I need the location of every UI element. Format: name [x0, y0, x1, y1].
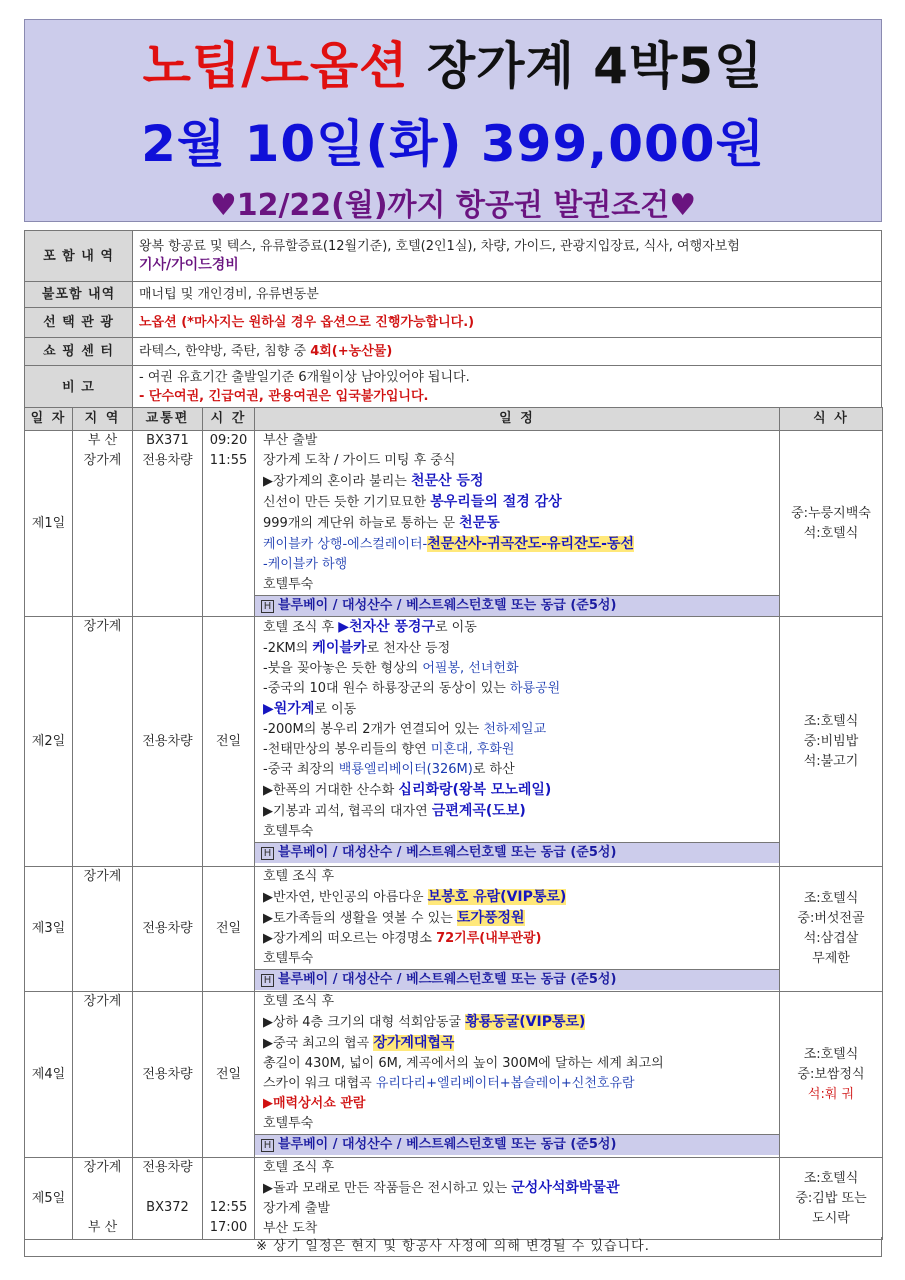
hotel-icon: H: [261, 1139, 274, 1152]
include-cell: [133, 231, 882, 282]
day-label: 제5일: [25, 1158, 73, 1240]
time-cell: 전일: [203, 617, 255, 867]
title-tour-name: 장가계 4박5일: [426, 37, 764, 95]
arrival-time: 17:00: [209, 1220, 248, 1235]
shopping-cell: [133, 338, 882, 366]
meal-dinner: 석:불고기: [803, 753, 859, 769]
schedule-line: -중국의 10대 원수 하룡장군의 동상이 있는 하룡공원: [263, 681, 561, 696]
schedule-line: ▶한폭의 거대한 산수화 십리화랑(왕복 모노레일): [263, 782, 552, 798]
itinerary-table: [24, 407, 883, 1240]
day-row-5: [25, 1158, 883, 1240]
day-label: 제4일: [25, 992, 73, 1158]
departure-time: 12:55: [209, 1200, 248, 1215]
schedule-cell: [255, 992, 780, 1158]
meal-lunch: 중:비빔밥: [803, 733, 859, 749]
flight-number: BX371: [146, 433, 189, 448]
shopping-label: 쇼 핑 센 터: [25, 338, 133, 366]
schedule-line: 호텔 조식 후: [263, 1160, 335, 1175]
meal-dinner: 석:훠 궈: [807, 1086, 855, 1102]
remark-passport-validity: - 여권 유효기간 출발일기준 6개월이상 남아있어야 됩니다.: [139, 370, 470, 385]
title-banner: [24, 19, 882, 222]
schedule-line: -천태만상의 봉우리들의 향연 미혼대, 후화원: [263, 742, 515, 757]
schedule-line: 호텔 조식 후 ▶천자산 풍경구로 이동: [263, 619, 477, 635]
schedule-line: 999개의 계단위 하늘로 통하는 문 천문동: [263, 515, 500, 531]
meal-breakfast: 조:호텔식: [803, 713, 859, 729]
transport-cell: 전용차량: [133, 992, 203, 1158]
schedule-line: 부산 도착: [263, 1221, 318, 1236]
region-origin: 부 산: [87, 433, 118, 448]
meal-cell: [780, 867, 883, 992]
include-extra: 기사/가이드경비: [139, 257, 239, 273]
region-cell: 장가계: [73, 992, 133, 1158]
day-row-2: [25, 617, 883, 867]
time-cell: [203, 1158, 255, 1240]
meal-breakfast: 조:호텔식: [803, 1170, 859, 1186]
meal-lunch: 중:김밥 또는: [795, 1190, 867, 1206]
schedule-cell: [255, 617, 780, 867]
departure-time: 09:20: [209, 433, 248, 448]
remark-cell: [133, 366, 882, 409]
col-transport: 교통편: [133, 408, 203, 431]
meal-lunch: 중:보쌈정식: [797, 1066, 865, 1082]
shopping-count: 4회(+농산물): [310, 344, 393, 359]
time-cell: 전일: [203, 992, 255, 1158]
info-table: [24, 230, 882, 409]
schedule-line: ▶토가족들의 생활을 엿볼 수 있는 토가풍정원: [263, 910, 525, 926]
hotel-icon: H: [261, 847, 274, 860]
schedule-line: 호텔투숙: [263, 824, 314, 839]
hotel-icon: H: [261, 974, 274, 987]
schedule-line: ▶상하 4층 크기의 대형 석회암동굴 황룡동굴(VIP통로): [263, 1014, 586, 1030]
meal-dinner: 석:삼겹살: [803, 931, 859, 946]
page-title: [25, 36, 881, 96]
hotel-line: H 블루베이 / 대성산수 / 베스트웨스턴호텔 또는 동급 (준5성): [255, 595, 779, 616]
include-label: 포 함 내 역: [25, 231, 133, 282]
day-row-4: [25, 992, 883, 1158]
meal-lunch: 중:버섯전골: [797, 911, 865, 926]
transport-cell: 전용차량: [133, 617, 203, 867]
region-origin: 장가계: [83, 1160, 122, 1175]
meal-cell: [780, 1158, 883, 1240]
exclude-label: 불포함 내역: [25, 282, 133, 308]
meal-cell: [780, 992, 883, 1158]
day-row-1: [25, 431, 883, 617]
meal-cell: [780, 617, 883, 867]
meal-dinner: 석:호텔식: [803, 525, 859, 541]
transport-cell: [133, 1158, 203, 1240]
meal-lunch: 중:누룽지백숙: [791, 505, 871, 521]
remark-passport-type: - 단수여권, 긴급여권, 관용여권은 입국불가입니다.: [139, 389, 429, 404]
exclude-text: 매너팁 및 개인경비, 유류변동분: [133, 282, 882, 308]
col-schedule: 일 정: [255, 408, 780, 431]
schedule-line: 케이블카 상행-에스컬레이터-천문산사-귀곡잔도-유리잔도-동선: [263, 536, 634, 552]
schedule-cell: [255, 867, 780, 992]
day-label: 제1일: [25, 431, 73, 617]
ticketing-notice: ♥12/22(월)까지 항공권 발권조건♥: [209, 188, 697, 223]
date-price: 2월 10일(화) 399,000원: [141, 115, 765, 173]
transport-cell: [133, 431, 203, 617]
schedule-line: 호텔투숙: [263, 577, 314, 592]
transport-cell: 전용차량: [133, 867, 203, 992]
schedule-line: 호텔투숙: [263, 1116, 314, 1131]
meal-breakfast: 조:호텔식: [803, 891, 859, 906]
hotel-line: H 블루베이 / 대성산수 / 베스트웨스턴호텔 또는 동급 (준5성): [255, 1134, 779, 1155]
schedule-line: -200M의 봉우리 2개가 연결되어 있는 천하제일교: [263, 722, 547, 737]
meal-lunch-note: 도시락: [812, 1210, 850, 1226]
meal-dinner-note: 무제한: [812, 951, 850, 966]
vehicle: 전용차량: [142, 1160, 193, 1175]
schedule-line: 부산 출발: [263, 433, 318, 448]
meal-cell: [780, 431, 883, 617]
schedule-line: -중국 최장의 백룡엘리베이터(326M)로 하산: [263, 762, 515, 777]
col-time: 시 간: [203, 408, 255, 431]
schedule-line: -2KM의 케이블카로 천자산 등정: [263, 640, 451, 656]
day-label: 제3일: [25, 867, 73, 992]
col-region: 지 역: [73, 408, 133, 431]
option-label: 선 택 관 광: [25, 308, 133, 338]
schedule-line: 장가계 도착 / 가이드 미팅 후 중식: [263, 453, 456, 468]
meal-breakfast: 조:호텔식: [803, 1046, 859, 1062]
remark-label: 비 고: [25, 366, 133, 409]
day-label: 제2일: [25, 617, 73, 867]
schedule-line: 호텔 조식 후: [263, 994, 335, 1009]
schedule-line: 호텔 조식 후: [263, 869, 335, 884]
schedule-cell: [255, 431, 780, 617]
region-destination: 부 산: [87, 1220, 118, 1235]
schedule-line: 신선이 만든 듯한 기기묘묘한 봉우리들의 절경 감상: [263, 494, 562, 510]
schedule-line: ▶장가계의 떠오르는 야경명소 72기루(내부관광): [263, 931, 542, 946]
title-no-tip: 노팁/노옵션: [142, 37, 409, 95]
time-cell: [203, 431, 255, 617]
arrival-time: 11:55: [209, 453, 248, 468]
hotel-icon: H: [261, 600, 274, 613]
vehicle: 전용차량: [142, 453, 193, 468]
col-meals: 식 사: [780, 408, 883, 431]
schedule-line: -붓을 꽂아놓은 듯한 형상의 어필봉, 선녀헌화: [263, 661, 519, 676]
schedule-line: 스카이 워크 대협곡 유리다리+엘리베이터+봅슬레이+신천호유람: [263, 1076, 635, 1091]
shopping-text: 라텍스, 한약방, 죽탄, 침향 중: [139, 344, 311, 359]
schedule-line: ▶장가계의 혼이라 불리는 천문산 등정: [263, 473, 484, 489]
schedule-line: ▶원가계로 이동: [263, 701, 357, 717]
schedule-cell: [255, 1158, 780, 1240]
schedule-line: ▶반자연, 반인공의 아름다운 보봉호 유람(VIP통로): [263, 889, 567, 905]
col-date: 일 자: [25, 408, 73, 431]
option-text: 노옵션 (*마사지는 원하실 경우 옵션으로 진행가능합니다.): [133, 308, 882, 338]
hotel-line: H 블루베이 / 대성산수 / 베스트웨스턴호텔 또는 동급 (준5성): [255, 969, 779, 990]
day-row-3: [25, 867, 883, 992]
schedule-line: 총길이 430M, 넓이 6M, 계곡에서의 높이 300M에 달하는 세계 최고의: [263, 1056, 664, 1071]
region-destination: 장가계: [83, 453, 122, 468]
hotel-line: H 블루베이 / 대성산수 / 베스트웨스턴호텔 또는 동급 (준5성): [255, 842, 779, 863]
flight-number: BX372: [146, 1200, 189, 1215]
time-cell: 전일: [203, 867, 255, 992]
schedule-line: ▶돌과 모래로 만든 작품들은 전시하고 있는 군성사석화박물관: [263, 1180, 620, 1196]
region-cell: [73, 1158, 133, 1240]
region-cell: 장가계: [73, 867, 133, 992]
region-cell: 장가계: [73, 617, 133, 867]
schedule-line: ▶중국 최고의 협곡 장가계대협곡: [263, 1035, 455, 1051]
schedule-line: 장가계 출발: [263, 1201, 330, 1216]
include-text: 왕복 항공료 및 텍스, 유류할증료(12월기준), 호텔(2인1실), 차량, 가이드, 관광지입장료, 식사, 여행자보험: [139, 239, 740, 254]
schedule-line: 호텔투숙: [263, 951, 314, 966]
schedule-line: -케이블카 하행: [263, 557, 348, 572]
schedule-line: ▶기봉과 괴석, 협곡의 대자연 금편계곡(도보): [263, 803, 526, 819]
schedule-line: ▶매력상서쇼 관람: [263, 1096, 366, 1111]
region-cell: [73, 431, 133, 617]
footer-notice: ※ 상기 일정은 현지 및 항공사 사정에 의해 변경될 수 있습니다.: [24, 1237, 882, 1257]
